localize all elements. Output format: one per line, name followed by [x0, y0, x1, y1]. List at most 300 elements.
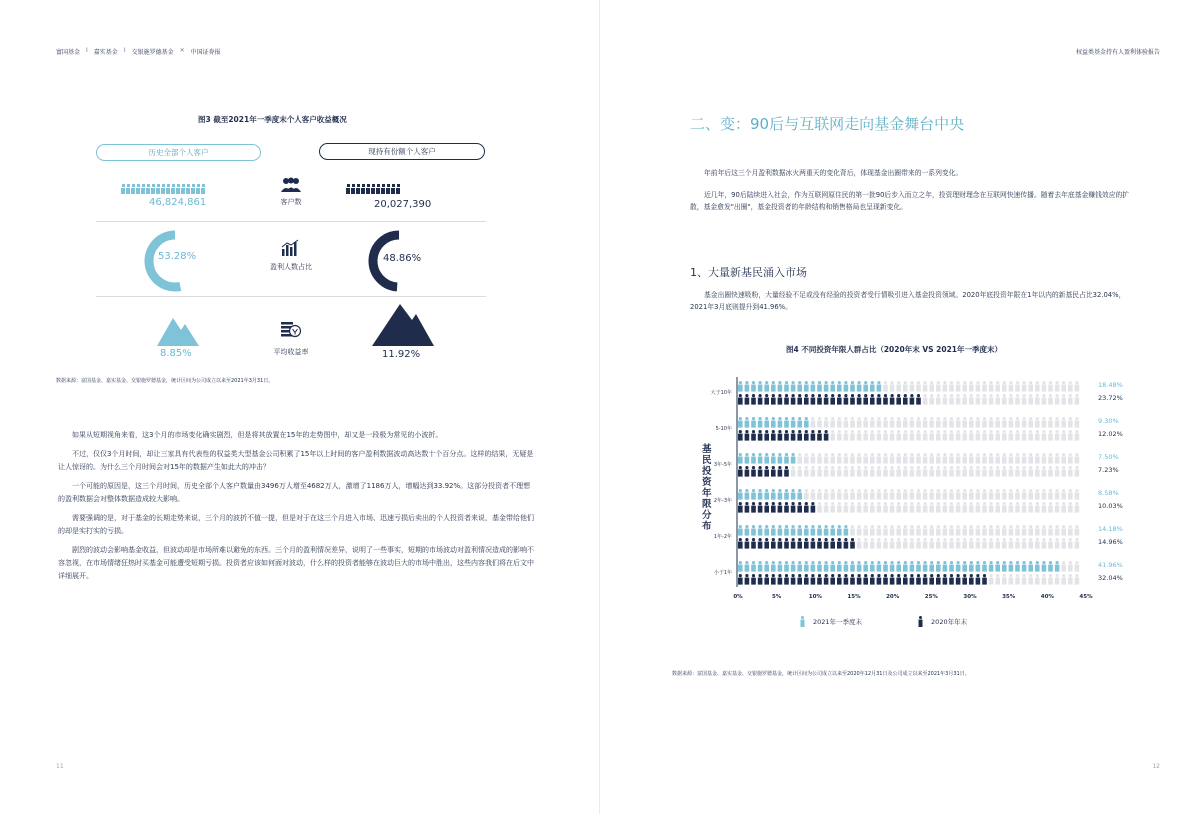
bar-mark-2020: [738, 430, 743, 441]
bar-background-icon: [995, 574, 1000, 585]
bar-background-icon: [811, 453, 816, 464]
bar-background-icon: [903, 489, 908, 500]
bar-mark-2020: [784, 430, 789, 441]
bar-background-icon: [943, 430, 948, 441]
bar-background-icon: [870, 538, 875, 549]
bar-background-icon: [976, 502, 981, 513]
bar-background-icon: [1022, 430, 1027, 441]
value-label: 8.58%: [1098, 489, 1119, 497]
bar-mark-2021q1: [1042, 561, 1047, 572]
bar-mark-2020: [758, 538, 763, 549]
bar-mark-2021q1: [1002, 561, 1007, 572]
bar-mark-2020: [738, 466, 743, 477]
header-separator: ✕: [179, 47, 185, 54]
bar-background-icon: [1042, 381, 1047, 392]
bar-background-icon: [982, 394, 987, 405]
bar-background-icon: [962, 525, 967, 536]
bar-mark-2020: [797, 574, 802, 585]
bar-mark-2020: [870, 574, 875, 585]
bar-mark-2020: [745, 574, 750, 585]
bar-background-icon: [929, 502, 934, 513]
bar-background-icon: [1002, 489, 1007, 500]
bar-mark-2021q1: [771, 525, 776, 536]
bar-background-icon: [1068, 574, 1073, 585]
pill-current-customers: 现持有份额个人客户: [319, 143, 485, 160]
bar-background-icon: [817, 417, 822, 428]
bar-mark-2021q1: [778, 381, 783, 392]
bar-background-icon: [976, 525, 981, 536]
right-page: [600, 0, 1200, 814]
header-item: 富国基金: [56, 49, 81, 56]
bar-background-icon: [929, 466, 934, 477]
bar-background-icon: [1002, 417, 1007, 428]
bar-background-icon: [890, 417, 895, 428]
bar-mark-2020: [804, 538, 809, 549]
bar-background-icon: [1048, 525, 1053, 536]
bar-background-icon: [903, 525, 908, 536]
bar-mark-2021q1: [962, 561, 967, 572]
bar-background-icon: [1035, 466, 1040, 477]
bar-background-icon: [1022, 525, 1027, 536]
bar-background-icon: [995, 417, 1000, 428]
bar-background-icon: [883, 489, 888, 500]
bar-background-icon: [1009, 453, 1014, 464]
bar-mark-2020: [784, 538, 789, 549]
bar-background-icon: [943, 466, 948, 477]
bar-mark-2020: [784, 574, 789, 585]
bar-mark-2021q1: [771, 381, 776, 392]
bar-background-icon: [883, 430, 888, 441]
bar-background-icon: [1055, 525, 1060, 536]
bar-mark-2020: [791, 502, 796, 513]
bar-background-icon: [916, 538, 921, 549]
bar-background-icon: [883, 525, 888, 536]
bar-background-icon: [1075, 574, 1080, 585]
bar-background-icon: [844, 489, 849, 500]
bar-mark-2021q1: [1009, 561, 1014, 572]
bar-mark-2021q1: [758, 453, 763, 464]
bar-background-icon: [989, 525, 994, 536]
bar-background-icon: [956, 430, 961, 441]
bar-background-icon: [910, 430, 915, 441]
bar-background-icon: [1061, 525, 1066, 536]
bar-background-icon: [923, 538, 928, 549]
bar-mark-2021q1: [929, 561, 934, 572]
mountain-icon-current: [372, 304, 434, 346]
bar-background-icon: [910, 466, 915, 477]
bar-background-icon: [982, 489, 987, 500]
bar-mark-2020: [791, 430, 796, 441]
bar-mark-2021q1: [784, 417, 789, 428]
bar-mark-2021q1: [745, 381, 750, 392]
bar-background-icon: [1048, 394, 1053, 405]
bar-mark-2020: [896, 574, 901, 585]
bar-background-icon: [916, 417, 921, 428]
value-label: 10.03%: [1098, 502, 1123, 510]
bar-mark-2021q1: [738, 489, 743, 500]
bar-background-icon: [824, 417, 829, 428]
bar-background-icon: [824, 489, 829, 500]
bar-background-icon: [995, 525, 1000, 536]
category-label: 5-10年: [715, 426, 732, 432]
bar-background-icon: [962, 381, 967, 392]
x-tick-label: 25%: [924, 594, 938, 600]
bar-mark-2020: [771, 502, 776, 513]
bar-background-icon: [1075, 381, 1080, 392]
bar-mark-2020: [923, 574, 928, 585]
bar-mark-2020: [850, 394, 855, 405]
bar-background-icon: [850, 417, 855, 428]
bar-mark-2021q1: [811, 381, 816, 392]
bar-background-icon: [976, 489, 981, 500]
bar-background-icon: [936, 466, 941, 477]
bar-mark-2021q1: [824, 561, 829, 572]
bar-background-icon: [916, 489, 921, 500]
legend-label: 2020年年末: [931, 618, 968, 626]
bar-background-icon: [804, 489, 809, 500]
bar-mark-2020: [745, 538, 750, 549]
bar-mark-2020: [837, 574, 842, 585]
bar-background-icon: [830, 430, 835, 441]
bar-background-icon: [1022, 466, 1027, 477]
bar-background-icon: [837, 417, 842, 428]
bar-background-icon: [1055, 417, 1060, 428]
bar-background-icon: [1009, 489, 1014, 500]
bar-mark-2021q1: [745, 489, 750, 500]
bar-background-icon: [976, 430, 981, 441]
bar-background-icon: [929, 489, 934, 500]
bar-background-icon: [837, 453, 842, 464]
bar-background-icon: [890, 538, 895, 549]
bar-mark-2021q1: [764, 561, 769, 572]
bar-background-icon: [857, 417, 862, 428]
bar-mark-2021q1: [764, 381, 769, 392]
bar-background-icon: [877, 466, 882, 477]
bar-background-icon: [870, 430, 875, 441]
bar-mark-2020: [751, 538, 756, 549]
bar-mark-2021q1: [751, 525, 756, 536]
bar-background-icon: [943, 525, 948, 536]
bar-background-icon: [982, 417, 987, 428]
bar-mark-2020: [844, 394, 849, 405]
bar-background-icon: [1061, 394, 1066, 405]
bar-background-icon: [844, 453, 849, 464]
bar-mark-2021q1: [764, 417, 769, 428]
bar-background-icon: [1015, 417, 1020, 428]
bar-mark-2021q1: [844, 381, 849, 392]
paragraph: 剧烈的波动会影响基金收益，但波动却是市场所难以避免的东西。三个月的盈利情况差异，说明了一些事实，短期的市场波动对盈利情况造成的影响不容忽视，在市场情绪狂热时买基金可能遭受短期亏损。投资者应该如何面对波动，什么样的投资者能够在波动巨大的市场中胜出，这些内容我们将在后文中详细展开。: [58, 546, 534, 580]
bar-mark-2021q1: [830, 525, 835, 536]
bar-mark-2020: [837, 394, 842, 405]
bar-background-icon: [956, 538, 961, 549]
bar-background-icon: [863, 502, 868, 513]
bar-mark-2020: [824, 538, 829, 549]
bar-mark-2020: [817, 538, 822, 549]
bar-mark-2020: [758, 502, 763, 513]
category-label: 大于10年: [710, 390, 732, 396]
bar-mark-2021q1: [995, 561, 1000, 572]
bar-background-icon: [1028, 417, 1033, 428]
bar-background-icon: [797, 453, 802, 464]
bar-background-icon: [956, 502, 961, 513]
bar-background-icon: [923, 430, 928, 441]
bar-background-icon: [1015, 538, 1020, 549]
bar-background-icon: [1075, 417, 1080, 428]
bar-background-icon: [1028, 381, 1033, 392]
bar-background-icon: [870, 466, 875, 477]
bar-background-icon: [1048, 466, 1053, 477]
bar-background-icon: [949, 417, 954, 428]
bar-mark-2020: [857, 574, 862, 585]
bar-background-icon: [896, 538, 901, 549]
bar-mark-2021q1: [751, 561, 756, 572]
bar-mark-2021q1: [758, 525, 763, 536]
bar-mark-2021q1: [778, 417, 783, 428]
bar-background-icon: [1061, 417, 1066, 428]
bar-mark-2020: [850, 538, 855, 549]
bar-mark-2021q1: [791, 453, 796, 464]
bar-background-icon: [949, 466, 954, 477]
figure-3-title: 图3 截至2021年一季度末个人客户收益概况: [198, 115, 347, 124]
bar-mark-2021q1: [949, 561, 954, 572]
bar-background-icon: [890, 381, 895, 392]
bar-background-icon: [956, 466, 961, 477]
bar-mark-2021q1: [844, 525, 849, 536]
bar-background-icon: [929, 381, 934, 392]
bar-background-icon: [1009, 417, 1014, 428]
bar-background-icon: [962, 394, 967, 405]
bar-background-icon: [1035, 502, 1040, 513]
bar-background-icon: [962, 502, 967, 513]
bar-background-icon: [1002, 453, 1007, 464]
bar-background-icon: [1028, 502, 1033, 513]
bar-mark-2020: [751, 502, 756, 513]
paragraph: 近几年，90后陆续进入社会，作为互联网原住民的第一批90后步入而立之年，投资理财理念在互联网快速传播。随着去年底基金赚钱效应的扩散，基金愈发"出圈"，基金投资者的年龄结构和销售格局也呈现新变化。: [690, 191, 1130, 211]
bar-mark-2021q1: [738, 525, 743, 536]
bar-background-icon: [969, 430, 974, 441]
bar-background-icon: [883, 417, 888, 428]
bar-mark-2021q1: [824, 525, 829, 536]
bar-background-icon: [949, 394, 954, 405]
bar-background-icon: [1035, 538, 1040, 549]
bar-mark-2021q1: [784, 489, 789, 500]
bar-background-icon: [916, 502, 921, 513]
bar-mark-2021q1: [1022, 561, 1027, 572]
bar-background-icon: [1048, 453, 1053, 464]
category-label: 1年-2年: [713, 534, 732, 540]
bar-background-icon: [1022, 574, 1027, 585]
bar-background-icon: [1002, 381, 1007, 392]
bar-mark-2020: [916, 394, 921, 405]
bar-mark-2020: [738, 574, 743, 585]
bar-background-icon: [1055, 466, 1060, 477]
bar-background-icon: [989, 489, 994, 500]
bar-mark-2020: [830, 538, 835, 549]
bar-mark-2020: [771, 394, 776, 405]
bar-background-icon: [956, 394, 961, 405]
bar-background-icon: [910, 381, 915, 392]
bar-background-icon: [890, 430, 895, 441]
bar-background-icon: [1068, 502, 1073, 513]
bar-background-icon: [804, 453, 809, 464]
left-body: [58, 429, 534, 589]
bar-mark-2021q1: [1035, 561, 1040, 572]
bar-mark-2021q1: [758, 489, 763, 500]
x-tick-label: 35%: [1002, 594, 1016, 600]
bar-mark-2021q1: [817, 561, 822, 572]
bar-background-icon: [811, 466, 816, 477]
bar-mark-2021q1: [738, 561, 743, 572]
bar-chart-icon: [280, 239, 302, 257]
bar-mark-2021q1: [857, 381, 862, 392]
header-right: 权益类基金持有人盈利体验报告: [1075, 49, 1160, 56]
bar-background-icon: [1061, 561, 1066, 572]
bar-background-icon: [1022, 453, 1027, 464]
bar-background-icon: [976, 394, 981, 405]
x-tick-label: 0%: [733, 594, 743, 600]
bar-background-icon: [863, 430, 868, 441]
bar-mark-2021q1: [916, 561, 921, 572]
bar-background-icon: [1048, 417, 1053, 428]
bar-background-icon: [1042, 525, 1047, 536]
page-number: 11: [56, 763, 64, 770]
bar-mark-2020: [844, 538, 849, 549]
bar-background-icon: [1022, 502, 1027, 513]
bar-mark-2020: [764, 502, 769, 513]
bar-mark-2020: [791, 394, 796, 405]
bar-background-icon: [896, 453, 901, 464]
bar-mark-2021q1: [797, 417, 802, 428]
bar-background-icon: [1075, 394, 1080, 405]
bar-mark-2021q1: [883, 561, 888, 572]
bar-mark-2021q1: [824, 381, 829, 392]
bar-mark-2020: [811, 502, 816, 513]
bar-mark-2020: [949, 574, 954, 585]
bar-background-icon: [969, 502, 974, 513]
bar-background-icon: [976, 538, 981, 549]
bar-background-icon: [890, 502, 895, 513]
bar-mark-2020: [778, 430, 783, 441]
bar-mark-2021q1: [956, 561, 961, 572]
bar-mark-2021q1: [778, 525, 783, 536]
bar-background-icon: [1002, 466, 1007, 477]
people-icons-current: [346, 184, 400, 194]
bar-mark-2020: [837, 538, 842, 549]
bar-background-icon: [863, 453, 868, 464]
bar-background-icon: [896, 525, 901, 536]
bar-background-icon: [883, 466, 888, 477]
bar-background-icon: [883, 453, 888, 464]
bar-background-icon: [903, 417, 908, 428]
bar-background-icon: [837, 489, 842, 500]
bar-mark-2020: [778, 394, 783, 405]
bar-background-icon: [989, 381, 994, 392]
bar-mark-2021q1: [778, 561, 783, 572]
bar-mark-2020: [784, 394, 789, 405]
bar-background-icon: [1061, 574, 1066, 585]
bar-mark-2021q1: [764, 525, 769, 536]
bar-background-icon: [1068, 561, 1073, 572]
bar-mark-2021q1: [837, 525, 842, 536]
bar-mark-2020: [745, 466, 750, 477]
bar-background-icon: [969, 394, 974, 405]
bar-mark-2021q1: [976, 561, 981, 572]
bar-mark-2020: [811, 574, 816, 585]
bar-background-icon: [844, 417, 849, 428]
bar-mark-2020: [956, 574, 961, 585]
bar-background-icon: [1042, 417, 1047, 428]
x-tick-label: 5%: [771, 594, 782, 600]
bar-background-icon: [916, 453, 921, 464]
bar-mark-2020: [830, 574, 835, 585]
figure-4-source: 数据来源：富国基金、嘉实基金、交银施罗德基金，统计区间为公司成立以来至2020年12月31日及公司成立以来至2021年3月31日。: [672, 671, 970, 677]
bar-background-icon: [1068, 417, 1073, 428]
bar-background-icon: [1055, 538, 1060, 549]
bar-background-icon: [943, 453, 948, 464]
bar-mark-2021q1: [791, 381, 796, 392]
bar-background-icon: [949, 381, 954, 392]
bar-background-icon: [817, 453, 822, 464]
bar-mark-2021q1: [764, 489, 769, 500]
value-label: 14.96%: [1098, 538, 1123, 546]
bar-mark-2021q1: [989, 561, 994, 572]
bar-background-icon: [844, 466, 849, 477]
bar-mark-2021q1: [850, 381, 855, 392]
bar-background-icon: [916, 381, 921, 392]
bar-background-icon: [797, 466, 802, 477]
bar-background-icon: [1061, 430, 1066, 441]
bar-background-icon: [1009, 394, 1014, 405]
bar-mark-2021q1: [758, 381, 763, 392]
profit-ratio-all: 53.28%: [158, 251, 197, 262]
bar-background-icon: [1035, 417, 1040, 428]
bar-background-icon: [1028, 574, 1033, 585]
paragraph: 基金出圈快速吸粉，大量经验不足或没有经验的投资者受行情吸引进入基金投资领域。2020年底投资年限在1年以内的新基民占比32.04%，2021年3月底则提升到41.96%。: [690, 291, 1126, 311]
mountain-icon-all: [157, 318, 199, 346]
bar-background-icon: [989, 466, 994, 477]
bar-background-icon: [989, 453, 994, 464]
bar-background-icon: [830, 502, 835, 513]
bar-mark-2020: [797, 430, 802, 441]
bar-mark-2021q1: [791, 417, 796, 428]
bar-background-icon: [995, 538, 1000, 549]
chart-y-axis-title: 基民投资年限分布: [702, 444, 712, 532]
bar-background-icon: [929, 430, 934, 441]
bar-background-icon: [995, 453, 1000, 464]
bar-mark-2021q1: [764, 453, 769, 464]
bar-background-icon: [949, 538, 954, 549]
bar-background-icon: [903, 502, 908, 513]
bar-mark-2021q1: [771, 417, 776, 428]
bar-mark-2021q1: [791, 561, 796, 572]
bar-background-icon: [956, 453, 961, 464]
bar-background-icon: [857, 430, 862, 441]
bar-background-icon: [1055, 502, 1060, 513]
bar-background-icon: [1022, 381, 1027, 392]
bar-background-icon: [982, 466, 987, 477]
chart-legend: [800, 616, 967, 627]
bar-mark-2020: [830, 394, 835, 405]
bar-background-icon: [1068, 489, 1073, 500]
bar-background-icon: [1015, 525, 1020, 536]
bar-mark-2020: [778, 502, 783, 513]
x-tick-label: 20%: [886, 594, 900, 600]
bar-background-icon: [1075, 430, 1080, 441]
bar-mark-2020: [943, 574, 948, 585]
divider: [96, 221, 486, 222]
pill-all-customers: 历史全部个人客户: [96, 144, 261, 161]
bar-background-icon: [1042, 538, 1047, 549]
